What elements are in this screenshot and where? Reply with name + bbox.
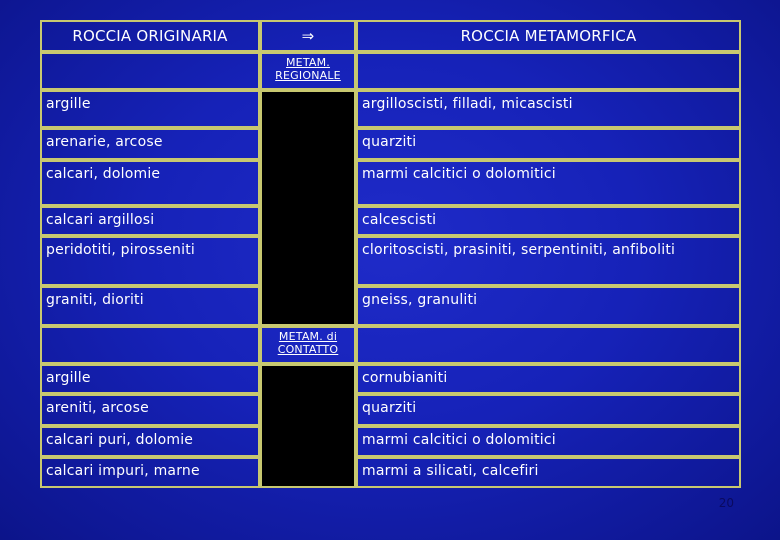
table-row xyxy=(356,128,741,160)
orig-rock: calcari puri, dolomie xyxy=(46,432,194,448)
table-row xyxy=(40,128,260,160)
contatto-label-line1: METAM. di xyxy=(278,330,338,343)
table-row xyxy=(356,364,741,394)
orig-rock: peridotiti, pirosseniti xyxy=(46,242,195,258)
table-row xyxy=(356,236,741,286)
meta-rock: argilloscisti, filladi, micascisti xyxy=(362,96,573,112)
table-row xyxy=(356,206,741,236)
table-row xyxy=(40,364,260,394)
contatto-label xyxy=(264,330,352,356)
regionale-label-cell xyxy=(260,52,356,90)
meta-rock: calcescisti xyxy=(362,212,437,228)
regionale-label xyxy=(264,56,352,82)
table-row xyxy=(356,457,741,488)
orig-rock: calcari, dolomie xyxy=(46,166,161,182)
contatto-middle-column xyxy=(260,364,356,488)
contatto-label-line2: CONTATTO xyxy=(277,343,339,356)
orig-rock: calcari impuri, marne xyxy=(46,463,200,479)
table-row xyxy=(356,90,741,128)
regionale-label-line1: METAM. xyxy=(285,56,331,69)
meta-rock: cornubianiti xyxy=(362,370,448,386)
orig-rock: graniti, dioriti xyxy=(46,292,144,308)
table-row xyxy=(40,457,260,488)
table-row xyxy=(356,426,741,457)
page-number: 20 xyxy=(718,496,734,510)
regionale-label-line2: REGIONALE xyxy=(275,69,341,82)
orig-rock: argille xyxy=(46,96,91,112)
meta-rock: marmi a silicati, calcefiri xyxy=(362,463,539,479)
contatto-label-left-empty xyxy=(40,326,260,364)
table-row xyxy=(40,394,260,426)
regionale-middle-column xyxy=(260,90,356,326)
meta-rock: marmi calcitici o dolomitici xyxy=(362,432,556,448)
header-roccia-metamorfica xyxy=(356,20,741,52)
meta-rock: quarziti xyxy=(362,134,417,150)
table-row xyxy=(40,286,260,326)
orig-rock: areniti, arcose xyxy=(46,400,149,416)
regionale-label-left-empty xyxy=(40,52,260,90)
header-right-label: ROCCIA METAMORFICA xyxy=(460,27,637,45)
meta-rock: gneiss, granuliti xyxy=(362,292,478,308)
meta-rock: cloritoscisti, prasiniti, serpentiniti, anfiboliti xyxy=(362,242,676,258)
table-row xyxy=(40,206,260,236)
regionale-label-right-empty xyxy=(356,52,741,90)
contatto-label-right-empty xyxy=(356,326,741,364)
meta-rock: marmi calcitici o dolomitici xyxy=(362,166,556,182)
table-row xyxy=(356,160,741,206)
header-arrow-cell xyxy=(260,20,356,52)
table-row xyxy=(40,426,260,457)
contatto-label-cell xyxy=(260,326,356,364)
header-roccia-originaria xyxy=(40,20,260,52)
orig-rock: argille xyxy=(46,370,91,386)
table-row xyxy=(40,236,260,286)
orig-rock: arenarie, arcose xyxy=(46,134,163,150)
table-row xyxy=(40,160,260,206)
arrow-icon: ⇒ xyxy=(301,27,315,45)
orig-rock: calcari argillosi xyxy=(46,212,155,228)
table-row xyxy=(40,90,260,128)
table-row xyxy=(356,286,741,326)
header-left-label: ROCCIA ORIGINARIA xyxy=(72,27,228,45)
meta-rock: quarziti xyxy=(362,400,417,416)
table-row xyxy=(356,394,741,426)
